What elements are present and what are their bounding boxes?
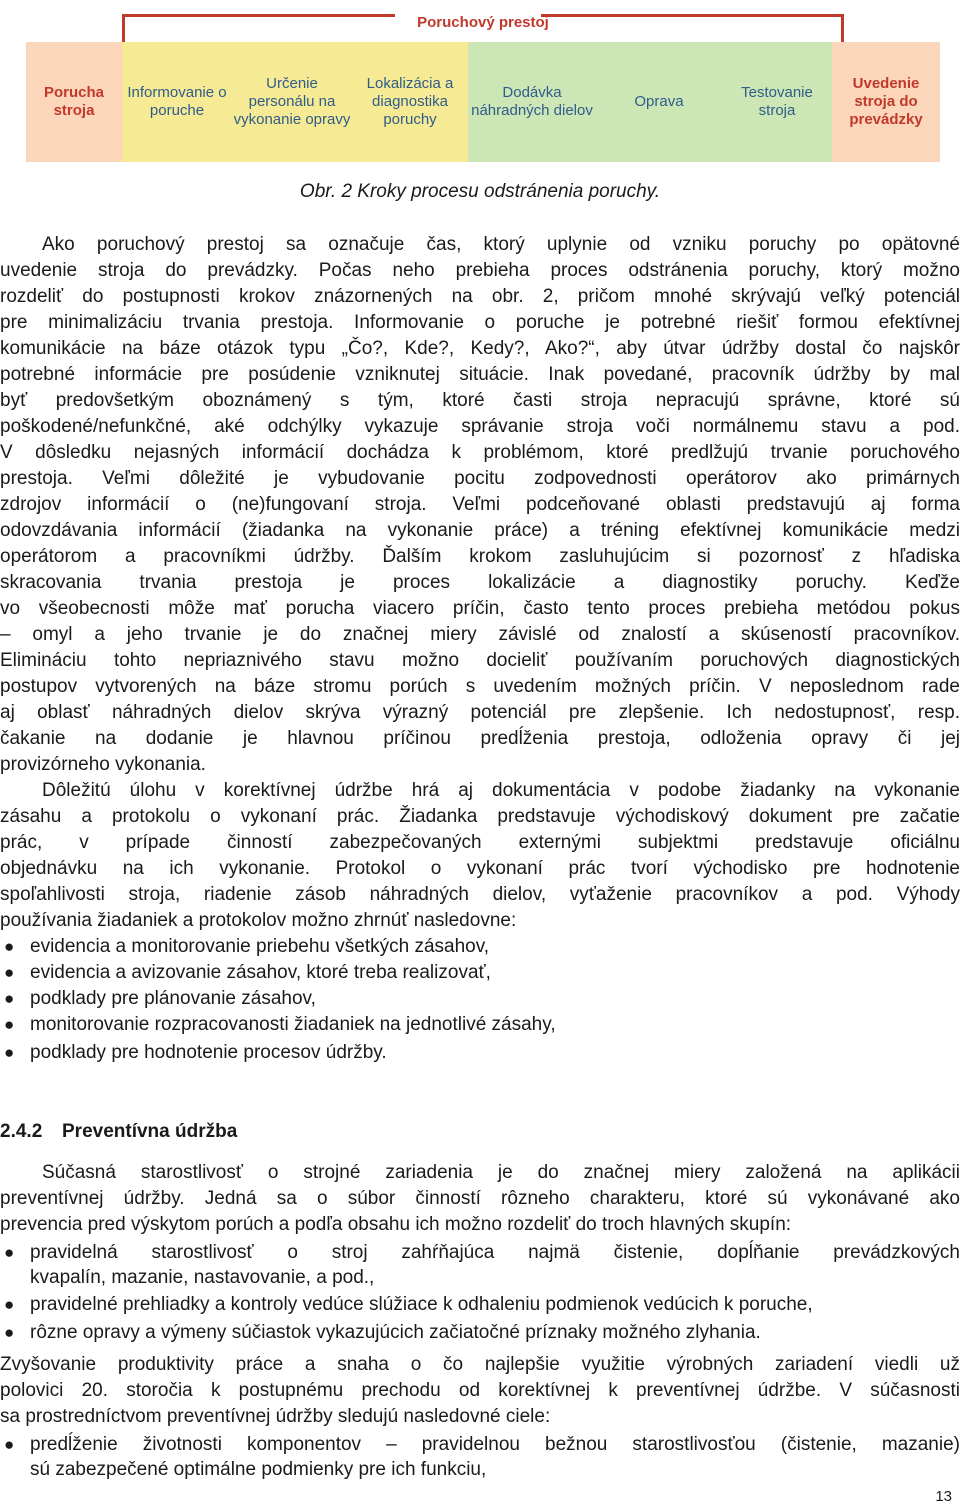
para1-line: Ako poruchový prestoj sa označuje čas, ktorý uplynie od vzniku poruchy po opätovné [42,234,960,255]
bullet-icon: ● [4,937,15,956]
para2-line: Dôležitú úlohu v korektívnej údržbe hrá aj dokumentácia v podobe žiadanky na vykonanie [42,780,960,801]
bullet-icon: ● [4,1243,15,1262]
list-item: pravidelná starostlivosť o stroj zahŕňajúca najmä čistenie, dopĺňanie prevádzkových [30,1242,960,1263]
bullet-icon: ● [4,989,15,1008]
para1-line: byť predovšetkým oboznámený s tým, ktoré časti stroja nepracujú správne, ktoré sú [0,390,960,411]
bullet-icon: ● [4,1435,15,1454]
list-item: podklady pre hodnotenie procesov údržby. [30,1042,387,1063]
para1-line: uvedenie stroja do prevádzky. Počas neho prebieha proces odstránenia poruchy, ktorý možno [0,260,960,281]
para3-line: preventívnej údržby. Jedná sa o súbor činností rôzneho charakteru, ktoré sú vykonávané ako [0,1188,960,1209]
figure-step: Lokalizácia a diagnostika poruchy [352,42,468,162]
bullet-icon: ● [4,1015,15,1034]
section-number: 2.4.2 [0,1121,43,1142]
para2-line: používania žiadaniek a protokolov možno zhrnúť nasledovne: [0,910,517,931]
figure-step: Uvedenie stroja do prevádzky [832,42,940,162]
para2-line: prác, v prípade činností zabezpečovaných externými subjektmi predstavuje oficiálnu [0,832,960,853]
page-number: 13 [935,1488,952,1505]
list-item: monitorovanie rozpracovanosti žiadaniek na jednotlivé zásahy, [30,1014,556,1035]
list-item: rôzne opravy a výmeny súčiastok vykazujúcich začiatočné príznaky možného zlyhania. [30,1322,761,1343]
bullet-icon: ● [4,1295,15,1314]
figure-steps [26,42,940,162]
para1-line: potrebné informácie pre posúdenie vzniknutej situácie. Inak povedané, pracovník údržby by mal [0,364,960,385]
figure-step: Dodávka náhradných dielov [468,42,596,162]
para1-line: aj oblasť náhradných dielov skrýva výrazný potenciál pre zlepšenie. Ich nedostupnosť, resp. [0,702,960,723]
para4-line: polovici 20. storočia k postupnému prechodu od korektívnej k preventívnej údržbe. V súčasnosti [0,1380,960,1401]
list-item: pravidelné prehliadky a kontroly vedúce slúžiace k odhaleniu podmienok vedúcich k poruche, [30,1294,813,1315]
list-item: evidencia a monitorovanie priebehu všetkých zásahov, [30,936,490,957]
para1-line: provizórneho vykonania. [0,754,206,775]
section-title: Preventívna údržba [62,1121,238,1142]
list-item: podklady pre plánovanie zásahov, [30,988,316,1009]
list-item-continuation: sú zabezpečené optimálne podmienky pre ich funkciu, [30,1459,487,1480]
para1-line: prestoja. Veľmi dôležité je vybudovanie pocitu zodpovednosti operátorov ako primárnych [0,468,960,489]
figure-step: Informovanie o poruche [122,42,232,162]
para4-line: Zvyšovanie produktivity práce a snaha o čo najlepšie využitie výrobných zariadení viedli už [0,1354,960,1375]
para1-line: zdrojov informácií o (ne)fungovaní stroja. Veľmi podceňované oblasti predstavujú aj forma [0,494,960,515]
bullet-icon: ● [4,1043,15,1062]
para3-line: prevencia pred výskytom porúch a podľa obsahu ich možno rozdeliť do troch hlavných skupín: [0,1214,792,1235]
bullet-icon: ● [4,963,15,982]
figure-step: Určenie personálu na vykonanie opravy [232,42,352,162]
figure-step: Oprava [596,42,722,162]
para1-line: komunikácie na báze otázok typu „Čo?, Kde?, Kedy?, Ako?“, aby útvar údržby dostal čo najskôr [0,338,960,359]
figure-caption: Obr. 2 Kroky procesu odstránenia poruchy. [299,181,661,202]
figure-step: Testovanie stroja [722,42,832,162]
para4-line: sa prostredníctvom preventívnej údržby sledujú nasledovné ciele: [0,1406,551,1427]
bullet-icon: ● [4,1323,15,1342]
figure-step: Porucha stroja [26,42,122,162]
para1-line: odovzdávania informácií (žiadanka na vykonanie práce) a tréning efektívnej komunikácie medzi [0,520,960,541]
para2-line: spoľahlivosti stroja, riadenie zásob náhradných dielov, vyťaženie pracovníkov a pod. Výhody [0,884,960,905]
list-item-continuation: kvapalín, mazanie, nastavovanie, a pod., [30,1267,375,1288]
para1-line: Elimináciu tohto nepriaznivého stavu možno docieliť používaním poruchových diagnostických [0,650,960,671]
para1-line: operátorom a pracovníkmi údržby. Ďalším krokom zasluhujúcim si pozornosť z hľadiska [0,546,960,567]
para2-line: zásahu a protokolu o vykonaní prác. Žiadanka predstavuje východiskový dokument pre začatie [0,806,960,827]
para1-line: V dôsledku nejasných informácií dochádza k problémom, ktoré predlžujú trvanie poruchového [0,442,960,463]
para1-line: rozdeliť do postupnosti krokov znázornených na obr. 2, pričom mnohé skrývajú veľký potenciál [0,286,960,307]
para1-line: pre minimalizáciu trvania prestoja. Informovanie o poruche je potrebné riešiť formou efektívnej [0,312,960,333]
figure-title: Poruchový prestoj [417,14,549,31]
list-item: predĺženie životnosti komponentov – pravidelnou bežnou starostlivosťou (čistenie, mazanie) [30,1434,960,1455]
process-figure [26,0,940,163]
para3-line: Súčasná starostlivosť o strojné zariadenia je do značnej miery založená na aplikácii [42,1162,960,1183]
section-heading [0,1121,237,1143]
para1-line: vo všeobecnosti môže mať porucha viacero príčin, často tento proces prebieha metódou pokus [0,598,960,619]
list-item: evidencia a avizovanie zásahov, ktoré treba realizovať, [30,962,491,983]
para1-line: čakanie na dodanie je hlavnou príčinou predĺženia prestoja, odloženia opravy či jej [0,728,960,749]
para1-line: poškodené/nefunkčné, aké odchýlky vykazuje správanie stroja voči normálnemu stavu a pod. [0,416,960,437]
para1-line: postupov vytvorených na báze stromu porúch s uvedením možných príčin. V neposlednom rade [0,676,960,697]
para1-line: – omyl a jeho trvanie je do značnej miery závislé od znalostí a skúseností pracovníkov. [0,624,960,645]
para1-line: skracovania trvania prestoja je proces lokalizácie a diagnostiky poruchy. Keďže [0,572,960,593]
para2-line: objednávku na ich vykonanie. Protokol o vykonaní prác tvorí východisko pre hodnotenie [0,858,960,879]
